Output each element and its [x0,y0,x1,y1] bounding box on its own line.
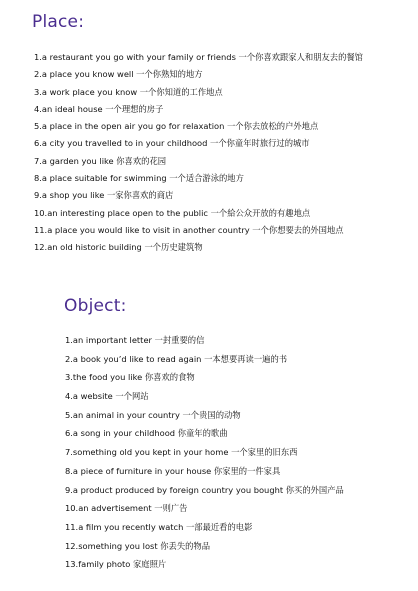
object-item-7: 7.something old you kept in your home 一个家里的旧东西 [65,447,298,458]
place-heading: Place: [32,12,85,32]
place-item-6: 6.a city you travelled to in your childhood 一个你童年时旅行过的城市 [34,138,310,149]
place-item-5: 5.a place in the open air you go for relaxation 一个你去放松的户外地点 [34,121,319,132]
object-item-3: 3.the food you like 你喜欢的食物 [65,372,195,383]
place-item-4: 4.an ideal house 一个理想的房子 [34,103,164,114]
object-list [65,331,344,574]
place-item-9: 9.a shop you like 一家你喜欢的商店 [34,190,174,201]
object-item-12: 12.something you lost 你丢失的物品 [65,540,211,551]
place-item-1: 1.a restaurant you go with your family or friends 一个你喜欢跟家人和朋友去的餐馆 [34,52,363,62]
place-item-2: 2.a place you know well 一个你熟知的地方 [34,69,203,80]
object-item-2: 2.a book you’d like to read again 一本想要再读一遍的书 [65,353,288,364]
object-item-4: 4.a website 一个网站 [65,391,149,402]
object-item-10: 10.an advertisement 一则广告 [65,503,188,514]
place-item-7: 7.a garden you like 你喜欢的花园 [34,155,167,166]
object-item-6: 6.a song in your childhood 你童年的歌曲 [65,428,228,439]
object-heading: Object: [64,296,127,316]
place-item-8: 8.a place suitable for swimming 一个适合游泳的地方 [34,173,244,184]
object-item-13: 13.family photo 家庭照片 [65,559,167,570]
place-item-3: 3.a work place you know 一个你知道的工作地点 [34,86,223,97]
object-item-9: 9.a product produced by foreign country you bought 你买的外国产品 [65,484,344,495]
place-item-12: 12.an old historic building 一个历史建筑物 [34,242,203,253]
place-item-10: 10.an interesting place open to the public 一个給公众开放的有趣地点 [34,207,311,218]
object-item-5: 5.an animal in your country 一个贵国的动物 [65,409,241,420]
place-item-11: 11.a place you would like to visit in another country 一个你想要去的外国地点 [34,224,344,235]
object-item-11: 11.a film you recently watch 一部最近看的电影 [65,521,253,532]
object-item-1: 1.an important letter 一封重要的信 [65,335,205,345]
object-item-8: 8.a piece of furniture in your house 你家里的一件家具 [65,465,281,476]
place-list [34,49,363,257]
